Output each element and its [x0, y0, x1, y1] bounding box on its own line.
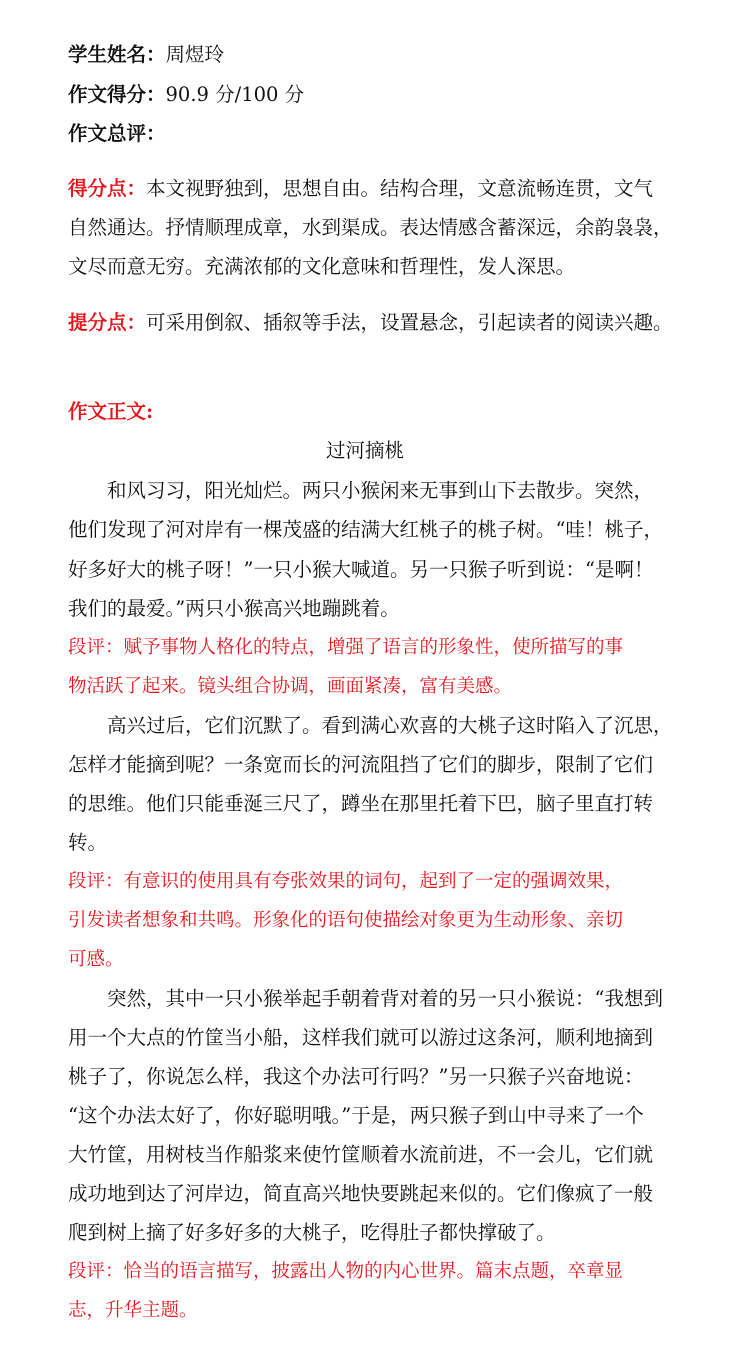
student-name-value: 周煜玲: [165, 43, 225, 66]
paragraph-comment-line: 物活跃了起来。镜头组合协调，画面紧凑，富有美感。: [68, 676, 513, 697]
essay-line: 用一个大点的竹筐当小船，这样我们就可以游过这条河，顺利地摘到: [68, 1026, 654, 1049]
score-points-line-1: [68, 175, 668, 203]
essay-line: 我们的最爱。”两只小猴高兴地蹦跳着。: [68, 597, 400, 620]
essay-line: 好多好大的桃子呀！”一只小猴大喊道。另一只猴子听到说：“是啊！: [68, 558, 654, 581]
score-points-line-3: 文尽而意无穷。充满浓郁的文化意味和哲理性，发人深思。: [68, 255, 576, 278]
improve-points-line: [68, 309, 673, 337]
student-name-label: 学生姓名：: [68, 43, 166, 66]
essay-line: 大竹筐，用树枝当作船浆来使竹筐顺着水流前进，不一会儿，它们就: [68, 1143, 654, 1166]
paragraph-comment-line: 段评：恰当的语言描写，披露出人物的内心世界。篇末点题，卒章显: [68, 1261, 624, 1282]
essay-line: 转。: [68, 831, 108, 854]
paragraph-comment-line: 引发读者想象和共鸣。形象化的语句使描绘对象更为生动形象、亲切: [68, 910, 624, 931]
essay-line: 怎样才能摘到呢？一条宽而长的河流阻挡了它们的脚步，限制了它们: [68, 753, 654, 776]
essay-line: 爬到树上摘了好多好多的大桃子，吃得肚子都快撑破了。: [68, 1221, 556, 1244]
score-line: [68, 81, 668, 109]
essay-body-label: 作文正文:: [68, 400, 154, 423]
score-points-text-1: 本文视野独到，思想自由。结构合理，文意流畅连贯，文气: [146, 177, 654, 200]
paragraph-comment-line: 可感。: [68, 949, 124, 970]
essay-line: 的思维。他们只能垂涎三尺了，蹲坐在那里托着下巴，脑子里直打转: [68, 792, 654, 815]
paragraph-comment-line: 段评：赋予事物人格化的特点，增强了语言的形象性，使所描写的事: [68, 637, 624, 658]
score-value: 90.9 分/100 分: [165, 83, 305, 106]
score-points-label: 得分点：: [68, 177, 147, 200]
essay-line: 成功地到达了河岸边，简直高兴地快要跳起来似的。它们像疯了一般: [68, 1182, 654, 1205]
improve-points-text: 可采用倒叙、插叙等手法，设置悬念，引起读者的阅读兴趣。: [146, 311, 673, 334]
essay-line: 和风习习，阳光灿烂。两只小猴闲来无事到山下去散步。突然，: [68, 479, 654, 502]
student-name-line: [68, 41, 668, 69]
score-label: 作文得分：: [68, 83, 166, 106]
essay-line: 高兴过后，它们沉默了。看到满心欢喜的大桃子这时陷入了沉思，: [68, 714, 673, 737]
overall-comment-label: 作文总评：: [68, 122, 166, 145]
improve-points-label: 提分点：: [68, 311, 147, 334]
paragraph-comment-line: 志，升华主题。: [68, 1300, 198, 1321]
score-points-line-2: 自然通达。抒情顺理成章，水到渠成。表达情感含蓄深远，余韵袅袅，: [68, 216, 673, 239]
essay-title: 过河摘桃: [325, 439, 404, 462]
essay-line: “这个办法太好了，你好聪明哦。”于是，两只猴子到山中寻来了一个: [68, 1104, 644, 1127]
essay-line: 他们发现了河对岸有一棵茂盛的结满大红桃子的桃子树。“哇！桃子，: [68, 518, 663, 541]
essay-line: 桃子了，你说怎么样，我这个办法可行吗？”另一只猴子兴奋地说：: [68, 1065, 644, 1088]
paragraph-comment-line: 段评：有意识的使用具有夸张效果的词句，起到了一定的强调效果，: [68, 871, 624, 892]
essay-line: 突然，其中一只小猴举起手朝着背对着的另一只小猴说：“我想到: [68, 987, 663, 1010]
